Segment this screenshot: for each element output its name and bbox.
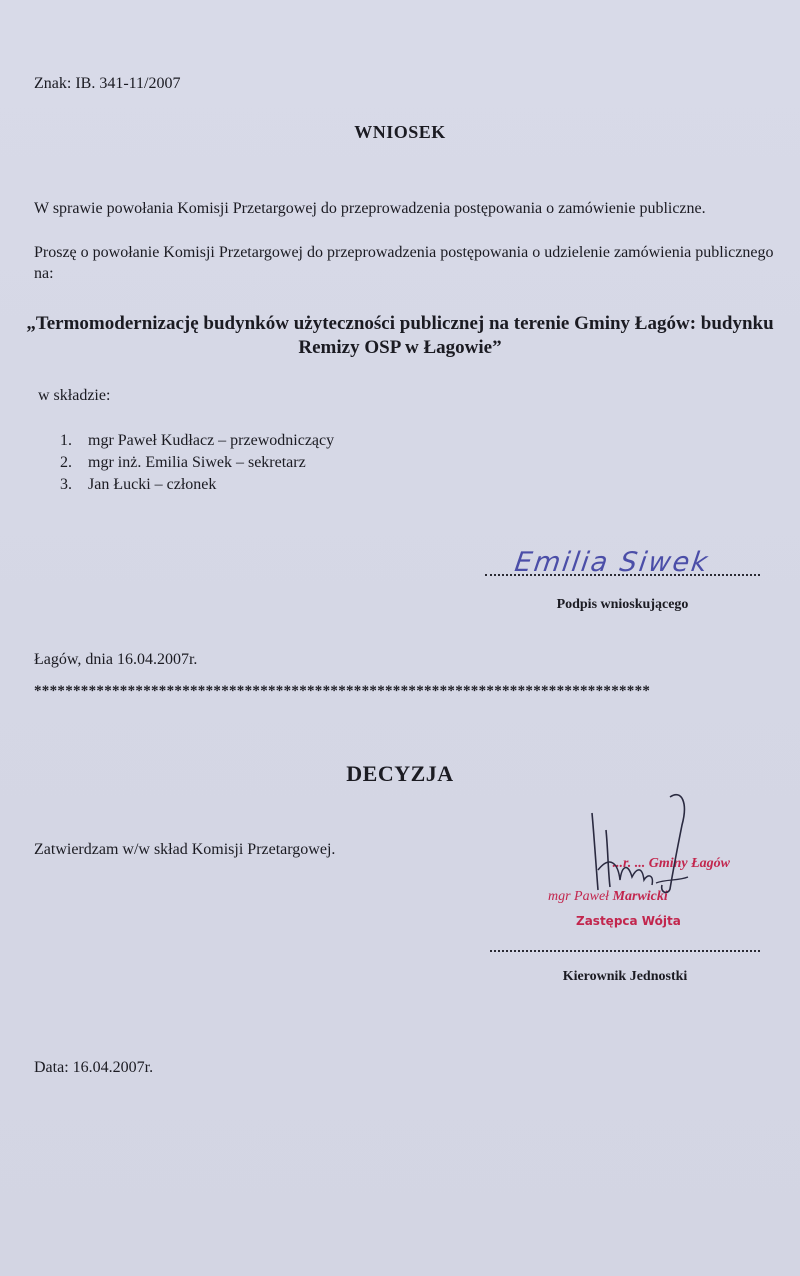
intro-paragraph: W sprawie powołania Komisji Przetargowej do przeprowadzenia postępowania o zamówienie publiczne. bbox=[34, 200, 706, 217]
member-number: 3. bbox=[60, 476, 72, 493]
applicant-signature-line bbox=[485, 574, 760, 576]
member-text: Jan Łucki – członek bbox=[88, 476, 217, 493]
list-item bbox=[60, 452, 334, 474]
member-text: mgr inż. Emilia Siwek – sekretarz bbox=[88, 454, 306, 471]
stamp-position: Zastępca Wójta bbox=[576, 914, 681, 928]
stamp-surname: Marwicki bbox=[612, 889, 668, 904]
stamp-name-prefix: mgr Paweł bbox=[548, 889, 613, 904]
decision-date: Data: 16.04.2007r. bbox=[34, 1059, 154, 1076]
committee-members-list bbox=[60, 430, 334, 496]
section-separator: ******************************************************************************* bbox=[34, 683, 651, 699]
approval-statement: Zatwierdzam w/w skład Komisji Przetargowej. bbox=[34, 841, 336, 858]
procurement-subject: „Termomodernizację budynków użyteczności publicznej na terenie Gminy Łagów: budynku Remizy OSP w Łagowie” bbox=[26, 313, 774, 358]
composition-label: w składzie: bbox=[38, 387, 111, 404]
place-and-date: Łagów, dnia 16.04.2007r. bbox=[34, 651, 198, 668]
stamp-office-line: ...r. ... Gminy Łagów bbox=[612, 856, 730, 871]
member-number: 1. bbox=[60, 432, 72, 449]
list-item bbox=[60, 474, 334, 496]
head-signature-label: Kierownik Jednostki bbox=[562, 969, 688, 984]
request-paragraph: Proszę o powołanie Komisji Przetargowej do przeprowadzenia postępowania o udzielenie zamówienia publicznego na: bbox=[34, 244, 774, 282]
member-text: mgr Paweł Kudłacz – przewodniczący bbox=[88, 432, 335, 449]
decision-title: DECYZJA bbox=[346, 761, 454, 786]
applicant-handwritten-signature: Emilia Siwek bbox=[512, 547, 712, 578]
reference-number: Znak: IB. 341-11/2007 bbox=[34, 75, 181, 92]
applicant-signature-label: Podpis wnioskującego bbox=[556, 597, 689, 612]
member-number: 2. bbox=[60, 454, 72, 471]
list-item bbox=[60, 430, 334, 452]
head-signature-line bbox=[490, 950, 760, 952]
request-title: WNIOSEK bbox=[354, 122, 446, 142]
head-handwritten-signature bbox=[570, 785, 710, 905]
